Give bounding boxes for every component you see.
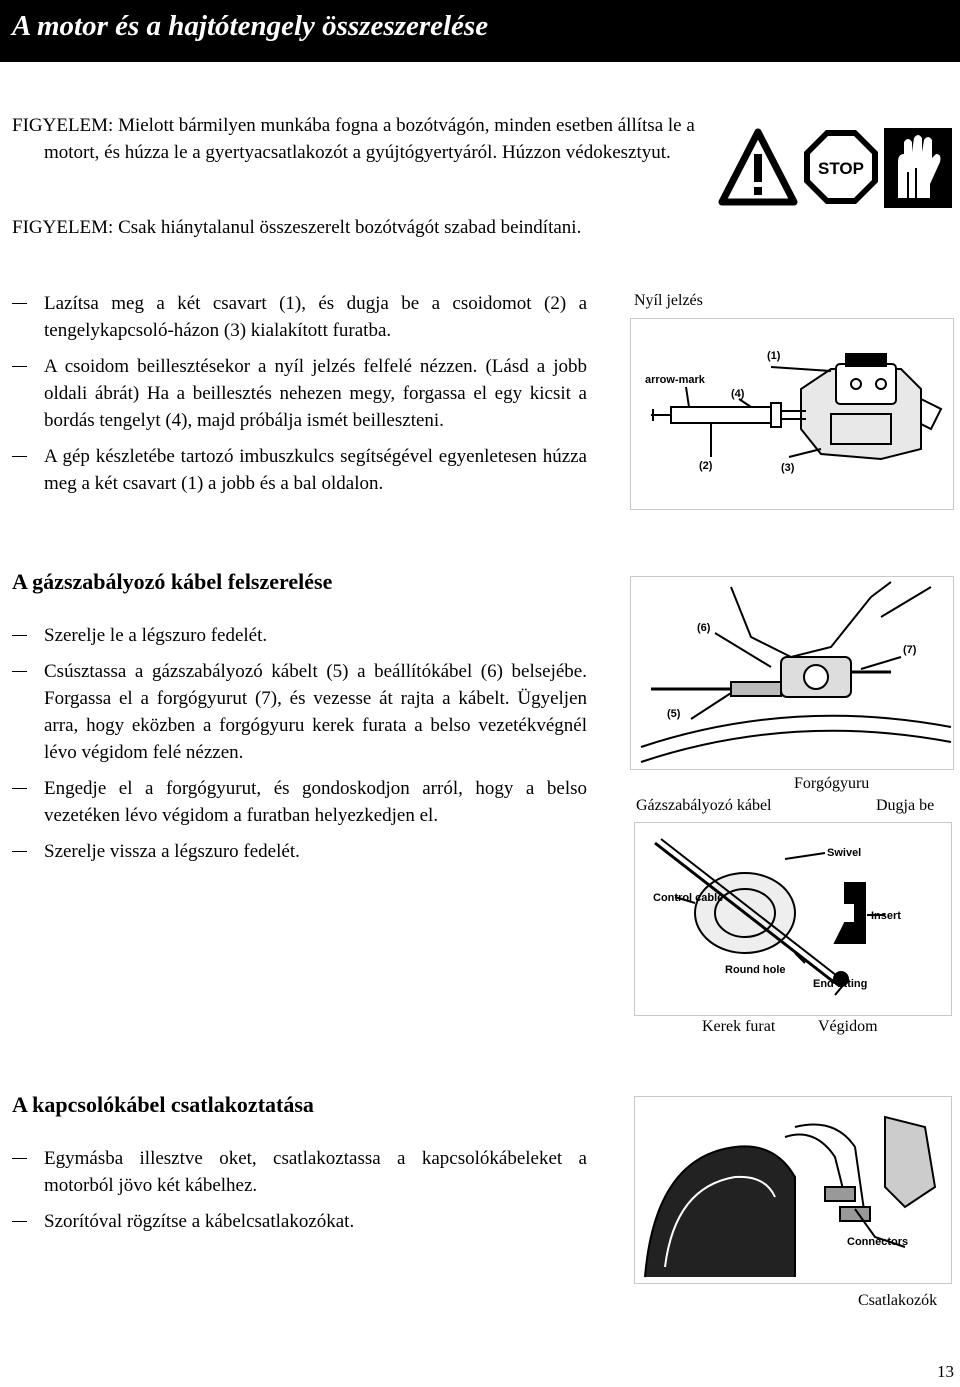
- section1-list: [12, 290, 587, 506]
- swivel-label: Swivel: [827, 847, 862, 859]
- label-5: (5): [667, 708, 681, 720]
- label-6: (6): [697, 622, 711, 634]
- label-2: (2): [699, 460, 713, 472]
- warning-block: [12, 112, 702, 166]
- end-fitting-label: End fitting: [813, 978, 868, 990]
- connectors-label: Connectors: [847, 1236, 909, 1248]
- list-item: A gép készletébe tartozó imbuszkulcs segítségével egyenletesen húzza meg a két csavart (1) a jobb és a bal oldalon.: [12, 443, 587, 497]
- section2-title: A gázszabályozó kábel felszerelése: [12, 569, 333, 594]
- warning-text-1: FIGYELEM: Mielott bármilyen munkába fogna a bozótvágón, minden esetben állítsa le a motort, és húzza le a gyertyacsatlakozót a gyújtógyertyáról. Húzzon védokesztyut.: [12, 115, 695, 163]
- round-hole-caption: Kerek furat: [702, 1018, 776, 1035]
- label-4: (4): [731, 388, 745, 400]
- section2-list: [12, 622, 587, 874]
- list-item: Engedje el a forgógyurut, és gondoskodjon arról, hogy a belso vezetéken lévo végidom a furatban helyezkedjen el.: [12, 775, 587, 829]
- end-fitting-caption: Végidom: [818, 1018, 878, 1035]
- list-item: Csúsztassa a gázszabályozó kábelt (5) a beállítókábel (6) belsejébe. Forgassa el a forgógyurut (7), és vezesse át rajta a kábelt. Ügyeljen arra, hogy eközben a forgógyuru kerek furata a belso vezetékvégnél lévo végidom felé nézzen.: [12, 658, 587, 766]
- insert-caption: Dugja be: [876, 797, 935, 814]
- insert-label: Insert: [871, 910, 901, 922]
- safety-icons: [718, 126, 954, 212]
- svg-text:STOP: STOP: [818, 159, 864, 178]
- figure1-caption: Nyíl jelzés: [634, 292, 703, 309]
- label-7: (7): [903, 644, 917, 656]
- swivel-caption: Forgógyuru: [794, 775, 870, 792]
- control-cable-label: Control cable: [653, 892, 724, 904]
- connectors-caption: Csatlakozók: [858, 1292, 938, 1309]
- warning-text-2: FIGYELEM: Csak hiánytalanul összeszerelt bozótvágót szabad beindítani.: [12, 217, 582, 238]
- label-3: (3): [781, 462, 795, 474]
- round-hole-label: Round hole: [725, 964, 786, 976]
- list-item: Egymásba illesztve oket, csatlakoztassa a kapcsolókábeleket a motorból jövo két kábelhez.: [12, 1145, 587, 1199]
- page-header: [0, 0, 960, 62]
- label-1: (1): [767, 350, 781, 362]
- cable-assembly-figure: [630, 576, 954, 770]
- page-number: 13: [937, 1362, 954, 1381]
- list-item: Szorítóval rögzítse a kábelcsatlakozókat.: [12, 1208, 587, 1235]
- list-item: Lazítsa meg a két csavart (1), és dugja be a csoidomot (2) a tengelykapcsoló-házon (3) kialakított furatba.: [12, 290, 587, 344]
- swivel-detail-figure: [634, 822, 952, 1016]
- list-item: Szerelje le a légszuro fedelét.: [12, 622, 587, 649]
- arrow-mark-figure: [630, 318, 954, 510]
- arrow-mark-label: arrow-mark: [645, 374, 705, 386]
- page-title: A motor és a hajtótengely összeszerelése: [12, 10, 489, 42]
- warning-triangle-icon: [722, 132, 794, 202]
- cable-caption: Gázszabályozó kábel: [636, 797, 772, 814]
- connectors-figure: [634, 1096, 952, 1284]
- section3-title: A kapcsolókábel csatlakoztatása: [12, 1092, 314, 1117]
- list-item: A csoidom beillesztésekor a nyíl jelzés felfelé nézzen. (Lásd a jobb oldali ábrát) Ha a beillesztés nehezen megy, forgassa el egy kicsit a bordás tengelyt (4), majd próbálja ismét beilleszteni.: [12, 353, 587, 434]
- section3-list: [12, 1145, 587, 1244]
- gloves-icon: [884, 128, 952, 208]
- stop-sign-icon: [804, 130, 878, 204]
- list-item: Szerelje vissza a légszuro fedelét.: [12, 838, 587, 865]
